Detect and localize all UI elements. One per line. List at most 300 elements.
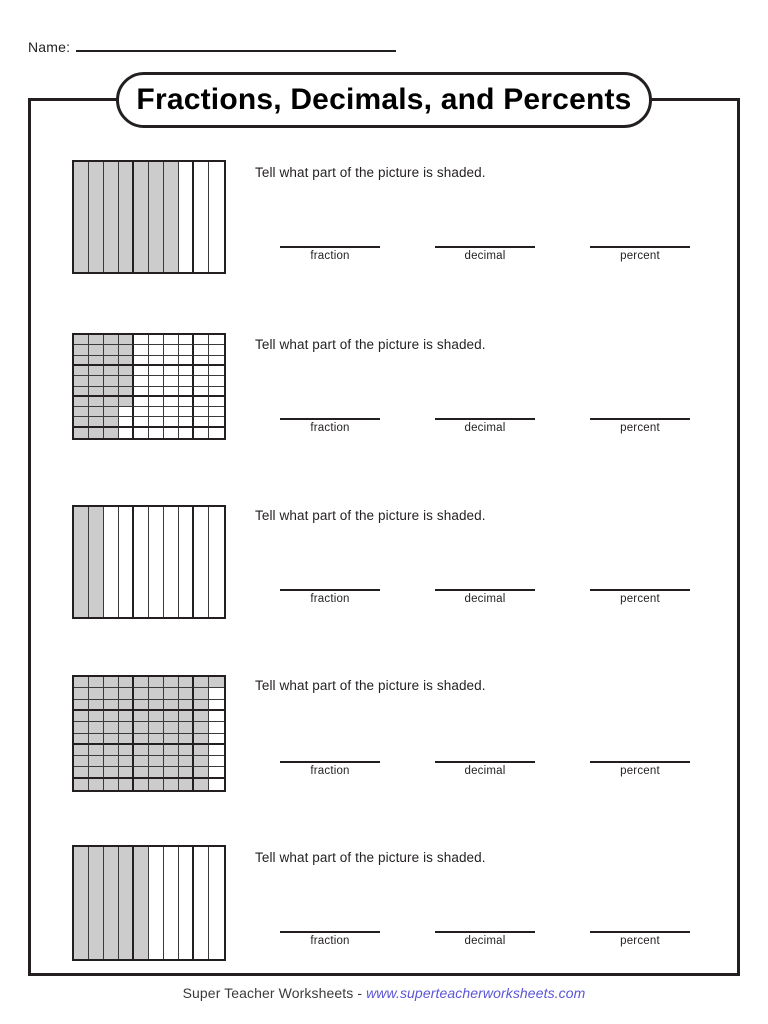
answer-slot-fraction-1 [255,245,405,262]
unshaded-cell [134,407,149,417]
tenths-bar [72,845,226,961]
shaded-cell [89,700,104,711]
unshaded-cell [209,722,224,733]
name-label: Name: [28,39,71,55]
shaded-figure-1 [72,160,226,274]
answer-slot-percent-5 [565,930,715,947]
tenths-bar [72,160,226,274]
shaded-cell [179,700,194,711]
shaded-cell [134,847,149,959]
shaded-cell [74,387,89,397]
shaded-cell [164,700,179,711]
shaded-cell [149,767,164,778]
shaded-cell [89,397,104,407]
unshaded-cell [134,417,149,427]
shaded-cell [119,722,134,733]
fraction-label: fraction [310,422,350,434]
shaded-cell [89,734,104,745]
decimal-answer-blank[interactable] [435,245,535,248]
shaded-cell [104,847,119,959]
unshaded-cell [209,428,224,438]
shaded-cell [89,688,104,699]
shaded-cell [179,767,194,778]
answer-slot-percent-3 [565,588,715,605]
unshaded-cell [164,387,179,397]
unshaded-cell [134,376,149,386]
shaded-cell [89,417,104,427]
shaded-cell [104,688,119,699]
question-prompt-1: Tell what part of the picture is shaded. [255,165,486,180]
unshaded-cell [149,407,164,417]
shaded-cell [74,376,89,386]
shaded-cell [89,756,104,767]
unshaded-cell [209,734,224,745]
shaded-cell [89,507,104,617]
shaded-cell [179,677,194,688]
shaded-cell [89,722,104,733]
percent-label: percent [620,250,660,262]
shaded-cell [104,711,119,722]
unshaded-cell [194,335,209,345]
unshaded-cell [149,345,164,355]
percent-answer-blank[interactable] [590,417,690,420]
answer-slot-fraction-4 [255,760,405,777]
fraction-label: fraction [310,250,350,262]
fraction-label: fraction [310,593,350,605]
unshaded-cell [134,387,149,397]
shaded-cell [74,335,89,345]
unshaded-cell [209,417,224,427]
shaded-cell [134,767,149,778]
shaded-cell [74,162,89,272]
page-title: Fractions, Decimals, and Percents [136,83,632,116]
unshaded-cell [164,428,179,438]
unshaded-cell [149,417,164,427]
shaded-cell [74,345,89,355]
shaded-cell [104,397,119,407]
unshaded-cell [179,356,194,366]
shaded-cell [74,847,89,959]
shaded-cell [119,356,134,366]
unshaded-cell [194,162,209,272]
answer-slot-fraction-3 [255,588,405,605]
unshaded-cell [209,366,224,376]
percent-label: percent [620,765,660,777]
decimal-label: decimal [464,422,506,434]
shaded-cell [74,407,89,417]
shaded-cell [164,745,179,756]
unshaded-cell [209,335,224,345]
unshaded-cell [149,366,164,376]
shaded-cell [74,779,89,790]
percent-label: percent [620,422,660,434]
unshaded-cell [149,847,164,959]
shaded-cell [89,428,104,438]
shaded-cell [119,677,134,688]
unshaded-cell [164,366,179,376]
percent-answer-blank[interactable] [590,245,690,248]
shaded-cell [164,677,179,688]
shaded-cell [164,779,179,790]
shaded-cell [134,711,149,722]
unshaded-cell [164,407,179,417]
unshaded-cell [179,417,194,427]
unshaded-cell [149,507,164,617]
shaded-cell [134,700,149,711]
unshaded-cell [149,335,164,345]
unshaded-cell [209,407,224,417]
shaded-cell [74,734,89,745]
unshaded-cell [179,345,194,355]
decimal-label: decimal [464,250,506,262]
unshaded-cell [179,335,194,345]
shaded-cell [194,711,209,722]
answer-row-1 [255,245,720,262]
unshaded-cell [194,376,209,386]
unshaded-cell [119,507,134,617]
shaded-cell [89,366,104,376]
unshaded-cell [164,507,179,617]
shaded-cell [119,734,134,745]
decimal-answer-blank[interactable] [435,588,535,591]
unshaded-cell [209,507,224,617]
shaded-cell [104,767,119,778]
unshaded-cell [209,711,224,722]
unshaded-cell [194,417,209,427]
unshaded-cell [194,387,209,397]
answer-row-3 [255,588,720,605]
shaded-cell [119,756,134,767]
unshaded-cell [149,397,164,407]
percent-label: percent [620,593,660,605]
shaded-figure-2 [72,333,226,440]
unshaded-cell [179,407,194,417]
answer-slot-fraction-2 [255,417,405,434]
shaded-cell [164,734,179,745]
footer [0,985,768,1001]
shaded-cell [104,428,119,438]
shaded-cell [74,745,89,756]
decimal-label: decimal [464,765,506,777]
unshaded-cell [149,387,164,397]
fraction-answer-blank[interactable] [280,760,380,763]
shaded-cell [194,745,209,756]
shaded-cell [134,745,149,756]
shaded-cell [134,734,149,745]
percent-answer-blank[interactable] [590,588,690,591]
shaded-cell [194,756,209,767]
unshaded-cell [209,397,224,407]
answer-slot-fraction-5 [255,930,405,947]
fraction-answer-blank[interactable] [280,930,380,933]
shaded-cell [119,366,134,376]
shaded-cell [74,356,89,366]
fraction-answer-blank[interactable] [280,417,380,420]
shaded-cell [74,756,89,767]
unshaded-cell [164,345,179,355]
answer-slot-decimal-4 [410,760,560,777]
unshaded-cell [209,745,224,756]
shaded-cell [89,162,104,272]
fraction-answer-blank[interactable] [280,245,380,248]
hundred-grid [72,675,226,792]
shaded-cell [194,767,209,778]
unshaded-cell [104,507,119,617]
shaded-cell [149,745,164,756]
shaded-cell [119,397,134,407]
decimal-label: decimal [464,593,506,605]
shaded-cell [119,335,134,345]
shaded-cell [89,387,104,397]
unshaded-cell [134,345,149,355]
shaded-cell [134,688,149,699]
unshaded-cell [134,356,149,366]
answer-slot-percent-1 [565,245,715,262]
decimal-label: decimal [464,935,506,947]
shaded-cell [209,677,224,688]
shaded-cell [104,345,119,355]
unshaded-cell [179,397,194,407]
shaded-cell [119,700,134,711]
shaded-cell [104,722,119,733]
unshaded-cell [194,356,209,366]
shaded-cell [74,700,89,711]
percent-label: percent [620,935,660,947]
shaded-cell [164,722,179,733]
shaded-cell [149,700,164,711]
shaded-cell [89,677,104,688]
shaded-cell [89,847,104,959]
shaded-cell [134,779,149,790]
shaded-cell [194,700,209,711]
percent-answer-blank[interactable] [590,930,690,933]
unshaded-cell [194,345,209,355]
question-prompt-3: Tell what part of the picture is shaded. [255,508,486,523]
shaded-cell [89,356,104,366]
answer-slot-decimal-2 [410,417,560,434]
shaded-cell [104,734,119,745]
unshaded-cell [179,376,194,386]
unshaded-cell [134,428,149,438]
worksheet-title-banner [116,72,652,128]
shaded-figure-4 [72,675,226,792]
unshaded-cell [134,366,149,376]
shaded-cell [164,711,179,722]
shaded-cell [119,767,134,778]
unshaded-cell [209,345,224,355]
shaded-cell [164,756,179,767]
shaded-cell [89,767,104,778]
unshaded-cell [179,387,194,397]
name-field-row [28,38,396,55]
question-prompt-2: Tell what part of the picture is shaded. [255,337,486,352]
unshaded-cell [134,397,149,407]
unshaded-cell [179,428,194,438]
shaded-cell [179,734,194,745]
shaded-cell [164,162,179,272]
answer-slot-decimal-5 [410,930,560,947]
shaded-cell [104,779,119,790]
shaded-cell [104,417,119,427]
unshaded-cell [194,397,209,407]
shaded-cell [104,335,119,345]
shaded-cell [119,376,134,386]
shaded-cell [89,779,104,790]
shaded-cell [119,162,134,272]
shaded-cell [179,779,194,790]
shaded-cell [149,734,164,745]
shaded-cell [194,779,209,790]
unshaded-cell [209,779,224,790]
unshaded-cell [134,507,149,617]
unshaded-cell [164,376,179,386]
answer-slot-percent-2 [565,417,715,434]
unshaded-cell [119,417,134,427]
footer-site-name: Super Teacher Worksheets - [182,985,367,1001]
decimal-answer-blank[interactable] [435,930,535,933]
fraction-label: fraction [310,935,350,947]
unshaded-cell [149,356,164,366]
unshaded-cell [209,356,224,366]
answer-row-2 [255,417,720,434]
shaded-cell [74,767,89,778]
shaded-cell [134,162,149,272]
shaded-cell [89,335,104,345]
unshaded-cell [164,356,179,366]
unshaded-cell [194,507,209,617]
unshaded-cell [209,688,224,699]
unshaded-cell [209,387,224,397]
unshaded-cell [209,756,224,767]
shaded-cell [119,688,134,699]
shaded-cell [149,677,164,688]
shaded-cell [179,711,194,722]
shaded-cell [74,397,89,407]
unshaded-cell [164,335,179,345]
decimal-answer-blank[interactable] [435,760,535,763]
answer-slot-decimal-3 [410,588,560,605]
shaded-cell [104,700,119,711]
unshaded-cell [194,847,209,959]
unshaded-cell [164,417,179,427]
answer-row-5 [255,930,720,947]
shaded-cell [194,734,209,745]
unshaded-cell [149,376,164,386]
unshaded-cell [164,847,179,959]
shaded-cell [194,722,209,733]
shaded-cell [179,756,194,767]
shaded-cell [164,767,179,778]
shaded-cell [74,688,89,699]
unshaded-cell [134,335,149,345]
shaded-cell [89,745,104,756]
shaded-cell [89,711,104,722]
hundred-grid [72,333,226,440]
shaded-cell [74,366,89,376]
shaded-cell [104,356,119,366]
unshaded-cell [209,847,224,959]
shaded-cell [74,507,89,617]
shaded-cell [89,345,104,355]
answer-row-4 [255,760,720,777]
shaded-cell [74,711,89,722]
decimal-answer-blank[interactable] [435,417,535,420]
shaded-cell [179,745,194,756]
fraction-answer-blank[interactable] [280,588,380,591]
shaded-cell [104,366,119,376]
shaded-cell [89,407,104,417]
shaded-cell [149,688,164,699]
shaded-cell [104,162,119,272]
shaded-cell [74,722,89,733]
shaded-cell [119,745,134,756]
shaded-cell [104,387,119,397]
shaded-cell [74,417,89,427]
shaded-cell [179,688,194,699]
shaded-cell [119,779,134,790]
shaded-cell [149,779,164,790]
fraction-label: fraction [310,765,350,777]
shaded-cell [104,745,119,756]
unshaded-cell [194,428,209,438]
unshaded-cell [119,407,134,417]
shaded-figure-3 [72,505,226,619]
shaded-cell [104,407,119,417]
unshaded-cell [119,428,134,438]
name-input-blank[interactable] [76,38,396,52]
shaded-cell [149,162,164,272]
shaded-cell [104,376,119,386]
unshaded-cell [179,162,194,272]
unshaded-cell [209,376,224,386]
unshaded-cell [179,847,194,959]
shaded-cell [134,722,149,733]
percent-answer-blank[interactable] [590,760,690,763]
shaded-cell [149,722,164,733]
shaded-cell [104,677,119,688]
shaded-cell [194,677,209,688]
shaded-cell [149,711,164,722]
unshaded-cell [149,428,164,438]
shaded-cell [89,376,104,386]
answer-slot-percent-4 [565,760,715,777]
shaded-cell [164,688,179,699]
tenths-bar [72,505,226,619]
unshaded-cell [209,767,224,778]
unshaded-cell [179,507,194,617]
question-prompt-5: Tell what part of the picture is shaded. [255,850,486,865]
question-prompt-4: Tell what part of the picture is shaded. [255,678,486,693]
footer-url[interactable]: www.superteacherworksheets.com [366,985,586,1001]
shaded-cell [119,847,134,959]
shaded-cell [119,345,134,355]
unshaded-cell [179,366,194,376]
unshaded-cell [209,700,224,711]
shaded-figure-5 [72,845,226,961]
shaded-cell [119,711,134,722]
shaded-cell [179,722,194,733]
unshaded-cell [164,397,179,407]
answer-slot-decimal-1 [410,245,560,262]
unshaded-cell [194,407,209,417]
shaded-cell [134,677,149,688]
unshaded-cell [209,162,224,272]
unshaded-cell [194,366,209,376]
shaded-cell [194,688,209,699]
shaded-cell [74,428,89,438]
shaded-cell [149,756,164,767]
shaded-cell [104,756,119,767]
